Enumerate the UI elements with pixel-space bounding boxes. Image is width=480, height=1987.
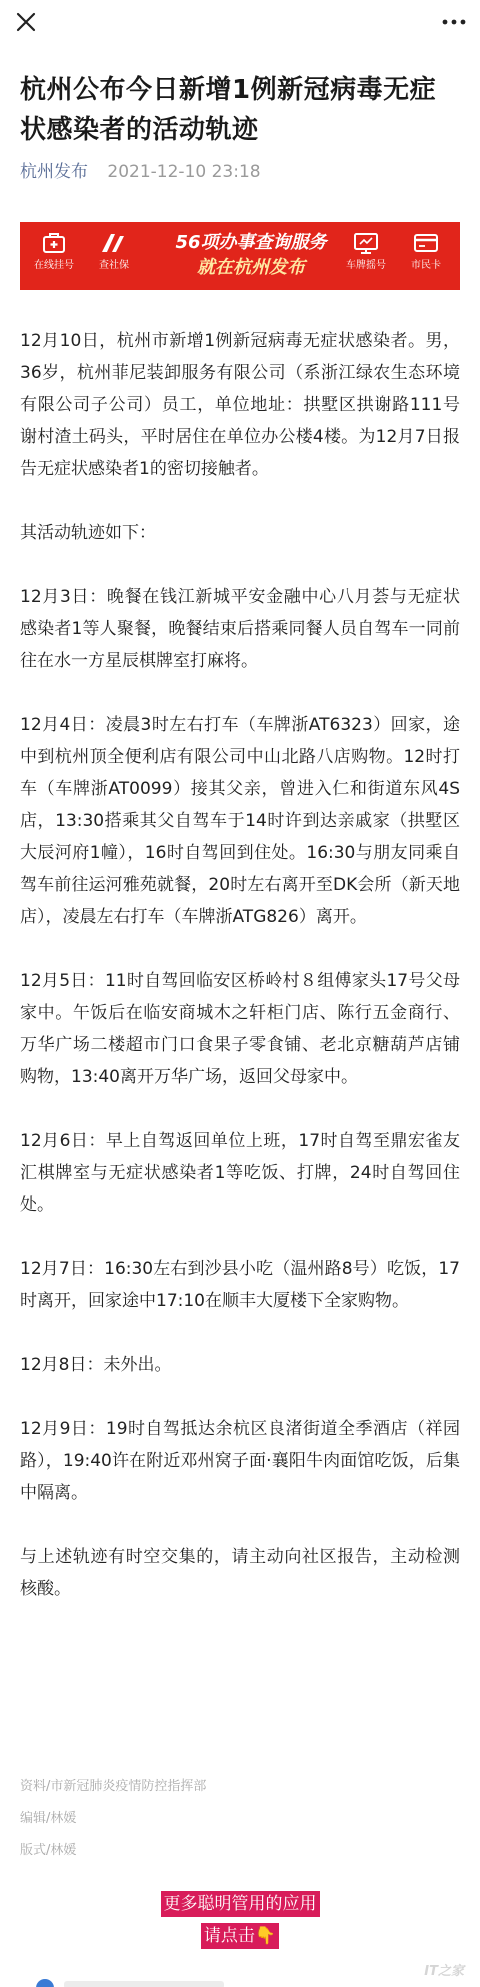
credit-editor: 编辑/林媛 [20,1811,77,1826]
article-meta [20,160,261,184]
banner-item-citizen-card[interactable] [398,230,454,284]
banner-slogan [168,230,334,282]
article-credits [20,1771,460,1867]
tv-screen-icon [352,230,380,256]
promo-line1[interactable]: 更多聪明管用的应用 [161,1891,320,1917]
paragraph: 12月10日，杭州市新增1例新冠病毒无症状感染者。男，36岁，杭州菲尼装卸服务有限公司（系浙江绿农生态环境有限公司子公司）员工，单位地址：拱墅区拱谢路111号谢村渣土码头，平时居住在单位办公楼4楼。为12月7日报告无症状感染者1的密切接触者。 [20,331,460,479]
article-title: 杭州公布今日新增1例新冠病毒无症状感染者的活动轨迹 [20,75,437,145]
banner-item-label: 市民卡 [411,260,441,271]
paragraph: 与上述轨迹有时空交集的，请主动向社区报告，主动检测核酸。 [20,1547,460,1599]
banner-item-label: 车牌摇号 [346,260,386,271]
medical-kit-icon [41,230,67,256]
close-icon[interactable] [10,6,42,38]
paragraph: 12月4日：凌晨3时左右打车（车牌浙AT6323）回家，途中到杭州顶全便利店有限公司中山北路八店购物。12时打车（车牌浙AT0099）接其父亲，曾进入仁和街道东风4S店，13:30搭乘其父自驾车于14时许到达亲戚家（拱墅区大辰河府1幢），16时自驾回到住处。16:30与朋友同乘自驾车前往运河雅苑就餐，20时左右离开至DK会所（新天地店），凌晨左右打车（车牌浙ATG826）离开。 [20,715,460,927]
card-icon [412,230,440,256]
paragraph: 12月9日：19时自驾抵达余杭区良渚街道全季酒店（祥园路），19:40许在附近邓州窝子面·襄阳牛肉面馆吃饭，后集中隔离。 [20,1419,460,1503]
promo-link[interactable] [0,1891,480,1949]
slogan-line2: 就在杭州发布 [197,257,305,278]
service-banner[interactable] [20,222,460,290]
paragraph: 12月8日：未外出。 [20,1355,172,1375]
credit-layout: 版式/林媛 [20,1843,77,1858]
social-security-logo-icon [99,230,129,256]
watermark: IT之家 [424,1964,464,1979]
slogan-line1: 56项办事查询服务 [175,232,327,253]
banner-item-license-lottery[interactable] [338,230,394,284]
bottom-account-card[interactable] [20,1975,460,1987]
paragraph: 12月6日：早上自驾返回单位上班，17时自驾至鼎宏雀友汇棋牌室与无症状感染者1等吃饭、打牌，24时自驾回住处。 [20,1131,460,1215]
paragraph: 12月7日：16:30左右到沙县小吃（温州路8号）吃饭，17时离开，回家途中17:10在顺丰大厦楼下全家购物。 [20,1259,460,1311]
paragraph: 12月5日：11时自驾回临安区桥岭村８组傅家头17号父母家中。午饭后在临安商城木之轩柜门店、陈行五金商行、万华广场二楼超市门口食果子零食铺、老北京糖葫芦店铺购物，13:40离开万华广场，返回父母家中。 [20,971,460,1087]
paragraph: 其活动轨迹如下： [20,523,156,543]
publish-time: 2021-12-10 23:18 [107,162,261,182]
paragraph: 12月3日：晚餐在钱江新城平安金融中心八月荟与无症状感染者1等人聚餐，晚餐结束后搭乘同餐人员自驾车一同前往在水一方星辰棋牌室打麻将。 [20,587,460,671]
top-navigation-bar [0,0,480,44]
banner-item-label: 查社保 [99,260,129,271]
account-name-placeholder [64,1981,224,1987]
more-dots-icon[interactable] [438,8,470,36]
banner-item-label: 在线挂号 [34,260,74,271]
banner-item-social-security[interactable] [86,230,142,284]
promo-line2[interactable]: 请点击👇 [201,1923,279,1949]
credit-source: 资料/市新冠肺炎疫情防控指挥部 [20,1779,207,1794]
banner-item-online-registration[interactable] [26,230,82,284]
article-body [20,325,460,1637]
avatar [36,1979,54,1987]
author-link[interactable]: 杭州发布 [20,162,88,182]
